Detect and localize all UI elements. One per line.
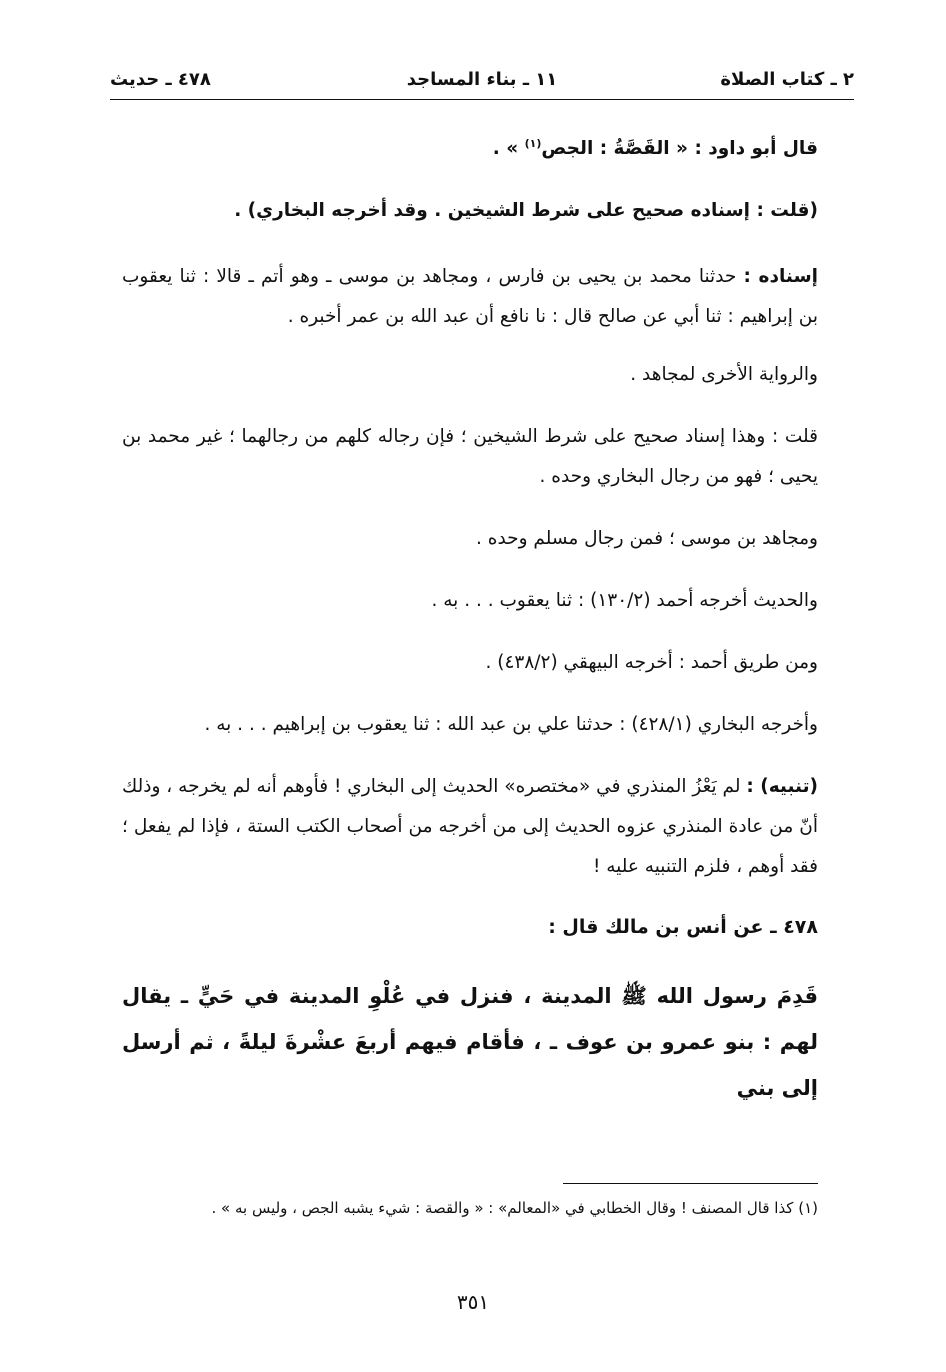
footnote: (١) كذا قال المصنف ! وقال الخطابي في «المعالم» : « والقصة : شيء يشبه الجص ، وليس به » . [211,1199,818,1217]
header-book-title: ٢ ـ كتاب الصلاة [720,69,854,90]
header-chapter-title: ١١ ـ بناء المساجد [406,69,558,90]
author-verdict: (قلت : إسناده صحيح على شرط الشيخين . وقد أخرجه البخاري) . [234,200,818,222]
tanbih-body: لم يَعْزُ المنذري في «مختصره» الحديث إلى البخاري ! فأوهم أنه لم يخرجه ، وذلك أنّ من عادة المنذري عزوه الحديث إلى من أخرجه من أصحاب الكتب الستة ، فإذا لم يفعل ؛ فقد أوهم ، فلزم التنبيه عليه ! [122,776,818,878]
running-header [110,66,854,100]
isnad-label: إسناده : [743,266,818,288]
header-hadith-number: ٤٧٨ ـ حديث [110,69,211,90]
quote-text: قال أبو داود : « القَصَّةُ : الجص [541,138,818,160]
quote-end: » . [492,138,525,160]
bayhaqi-reference: ومن طريق أحمد : أخرجه البيهقي (٤٣٨/٢) . [485,652,818,674]
hadith-text: قَدِمَ رسول الله ﷺ المدينة ، فنزل في عُلْوِ المدينة في حَيٍّ ـ يقال لهم : بنو عمرو بن عوف ـ ، فأقام فيهم أربعَ عشْرةَ ليلةً ، ثم أرسل إلى بني [122,984,818,1101]
ahmad-reference: والحديث أخرجه أحمد (١٣٠/٢) : ثنا يعقوب . . . به . [431,590,818,612]
page-body [122,124,818,1111]
tanbih-label: (تنبيه) : [746,776,818,798]
abu-dawud-quote [122,124,818,169]
mujahid-note: ومجاهد بن موسى ؛ فمن رجال مسلم وحده . [475,528,818,550]
other-narration-note: والرواية الأخرى لمجاهد . [630,364,818,386]
bukhari-reference: وأخرجه البخاري (٤٢٨/١) : حدثنا علي بن عبد الله : ثنا يعقوب بن إبراهيم . . . به . [204,714,818,736]
header-rule [110,99,854,100]
footnote-rule [563,1183,818,1184]
isnad-body: حدثنا محمد بن يحيى بن فارس ، ومجاهد بن موسى ـ وهو أتم ـ قالا : ثنا يعقوب بن إبراهيم : ثنا أبي عن صالح قال : نا نافع أن عبد الله بن عمر أخبره . [122,266,818,328]
footnote-marker: (١) [524,137,542,150]
isnad-paragraph [122,257,818,337]
hadith-heading: ٤٧٨ ـ عن أنس بن مالك قال : [548,916,818,939]
chain-assessment: قلت : وهذا إسناد صحيح على شرط الشيخين ؛ فإن رجاله كلهم من رجالهما ؛ غير محمد بن يحيى ؛ فهو من رجال البخاري وحده . [122,426,818,488]
tanbih-note [122,767,818,887]
page-number: ٣٥١ [456,1290,490,1314]
